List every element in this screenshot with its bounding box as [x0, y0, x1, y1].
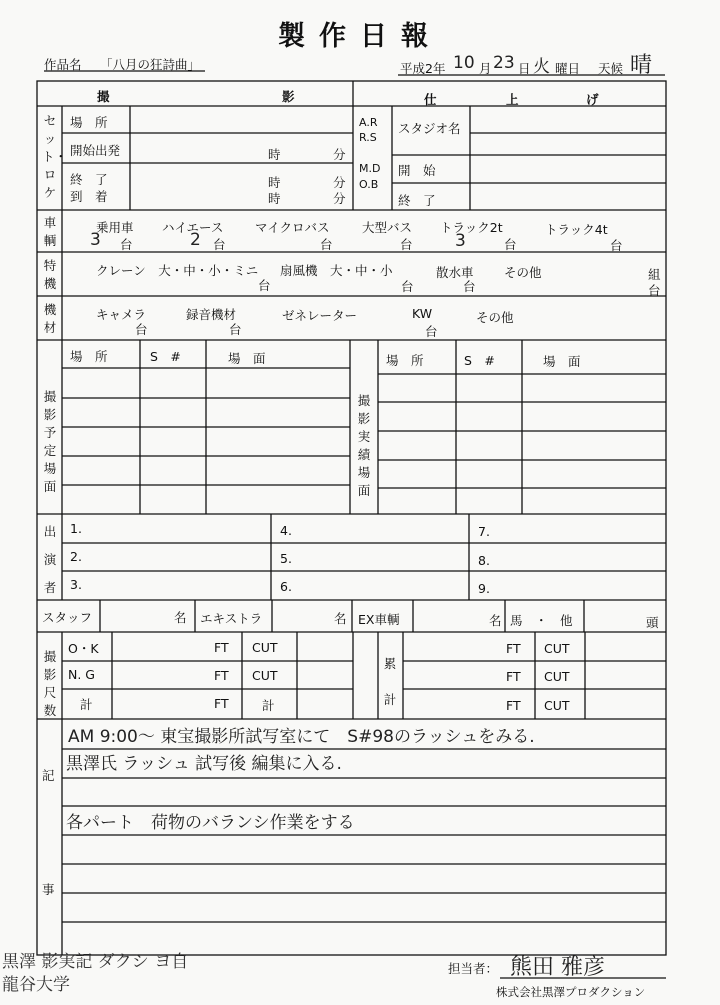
extra-label: エキストラ: [200, 611, 263, 626]
cumulative-label: 累計: [383, 656, 397, 707]
extra-unit: 名: [334, 611, 347, 626]
notes-line-1: AM 9:00～ 東宝撮影所試写室にて S#98のラッシュをみる.: [68, 727, 535, 747]
page-title: 製作日報: [278, 21, 442, 52]
horse-label: 馬 ・ 他: [510, 613, 573, 628]
cum-ng-ft: FT: [506, 669, 521, 684]
work-name-label: 作品名: [44, 57, 82, 72]
actual-place-header: 場 所: [386, 353, 424, 368]
day-value: 23: [493, 53, 515, 73]
film-ng-cut: CUT: [252, 668, 278, 683]
person-label: 担当者：: [448, 961, 499, 976]
month-value: 10: [453, 53, 475, 73]
camera-label: キャメラ: [96, 307, 147, 322]
equipment-label: 機材: [43, 302, 57, 335]
staff-label: スタッフ: [42, 610, 93, 625]
cast-num-5: 5.: [280, 551, 292, 566]
cum-total-ft: FT: [506, 698, 521, 713]
vehicle-hiace-label: ハイエース: [162, 220, 224, 235]
horse-unit: 頭: [646, 615, 659, 630]
finishing-header-b: 上: [506, 92, 519, 107]
cast-num-1: 1.: [70, 521, 82, 536]
finish-end-label: 終 了: [398, 193, 436, 208]
film-ok-ft: FT: [214, 640, 229, 655]
water-truck-label: 散水車: [436, 265, 474, 280]
archive-stamp: [2, 951, 188, 997]
era-label: 平成2年: [400, 61, 446, 76]
notes-line-2: 黒澤氏 ラッシュ 試写後 編集に入る.: [66, 754, 342, 774]
finish-start-label: 開 始: [398, 163, 436, 178]
fan-label: 扇風機 大・中・小: [280, 263, 393, 278]
archive-stamp-bottom: 龍谷大学: [2, 975, 70, 995]
set-loke-label: セット・ロケ: [42, 113, 68, 200]
camera-unit: 台: [135, 322, 148, 337]
planned-scene-header: 場 面: [228, 351, 266, 366]
cast-num-4: 4.: [280, 523, 292, 538]
ob-label: O.B: [359, 178, 379, 191]
film-total-total: 計: [262, 698, 275, 713]
set-unit: 組: [648, 267, 661, 282]
special-label: 特機: [43, 258, 57, 291]
notes-line-3: 各パート 荷物のバランシ作業をする: [66, 813, 355, 833]
ex-car-label: EX車輌: [358, 612, 400, 627]
ar-label: A.R: [359, 116, 378, 129]
arrive-label: 到 着: [70, 189, 108, 204]
vehicle-hiace-count: 2: [190, 230, 201, 250]
start-minute-label: 分: [333, 147, 346, 162]
ex-car-unit: 名: [489, 613, 502, 628]
kw-label: KW: [412, 306, 433, 321]
work-name-value: 「八月の狂詩曲」: [100, 57, 201, 72]
shooting-header-b: 影: [282, 89, 295, 104]
md-label: M.D: [359, 162, 381, 175]
cum-ok-cut: CUT: [544, 641, 570, 656]
film-ok-label: O・K: [68, 641, 99, 656]
actual-scene-header: 場 面: [543, 354, 581, 369]
planned-s-header: S #: [150, 349, 181, 364]
weather-label: 天候: [598, 61, 624, 76]
finishing-header-c: げ: [586, 92, 599, 107]
vehicle-truck2-count: 3: [455, 231, 466, 251]
cast-num-3: 3.: [70, 577, 82, 592]
rs-label: R.S: [359, 131, 377, 144]
finishing-header-a: 仕: [424, 92, 437, 107]
end-minute-label: 分: [333, 175, 346, 190]
arrive-minute-label: 分: [333, 191, 346, 206]
actual-scenes-label: 撮影実績場面: [357, 393, 371, 498]
end-label: 終 了: [70, 172, 108, 187]
vehicle-unit-6: 台: [610, 238, 623, 253]
vehicle-unit-3: 台: [320, 237, 333, 252]
day-label: 日: [518, 61, 531, 76]
film-ng-ft: FT: [214, 668, 229, 683]
weekday-label: 曜日: [555, 61, 581, 76]
film-ok-cut: CUT: [252, 640, 278, 655]
cast-num-9: 9.: [478, 581, 490, 596]
weather-value: 晴: [630, 53, 653, 78]
shooting-header-a: 撮: [97, 89, 110, 104]
end-hour-label: 時: [268, 175, 281, 190]
cum-ok-ft: FT: [506, 641, 521, 656]
crane-label: クレーン 大・中・小・ミニ: [96, 263, 259, 278]
arrive-hour-label: 時: [268, 191, 281, 206]
film-total-label: 計: [80, 697, 93, 712]
vehicle-truck2-label: トラック2t: [440, 220, 503, 235]
staff-unit: 名: [174, 610, 187, 625]
special-other-label: その他: [504, 265, 542, 280]
vehicle-car-label: 乗用車: [96, 220, 134, 235]
audio-label: 録音機材: [186, 307, 237, 322]
studio-label: スタジオ名: [398, 121, 461, 136]
start-depart-label: 開始出発: [70, 143, 121, 158]
archive-stamp-top: 黒澤 影実記 ダクシ ヨ自: [2, 952, 189, 972]
vehicle-unit-5: 台: [504, 237, 517, 252]
place-label: 場 所: [70, 115, 108, 130]
generator-label: ゼネレーター: [282, 308, 358, 323]
film-label: 撮影尺数: [43, 649, 57, 718]
weekday-value: 火: [533, 57, 550, 77]
fan-unit: 台: [401, 279, 414, 294]
cum-total-cut: CUT: [544, 698, 570, 713]
cast-num-6: 6.: [280, 579, 292, 594]
special-unit: 台: [648, 283, 661, 298]
notes-label-b: 事: [42, 882, 55, 897]
cum-ng-cut: CUT: [544, 669, 570, 684]
vehicle-car-count: 3: [90, 230, 101, 250]
cast-num-8: 8.: [478, 553, 490, 568]
kw-unit: 台: [425, 324, 438, 339]
actual-s-header: S #: [464, 353, 495, 368]
planned-scenes-label: 撮影予定場面: [43, 389, 57, 494]
vehicle-truck4-label: トラック4t: [545, 222, 608, 237]
vehicle-unit-2: 台: [213, 237, 226, 252]
audio-unit: 台: [229, 322, 242, 337]
vehicle-microbus-label: マイクロバス: [255, 220, 330, 235]
cast-label: 出演者: [43, 524, 57, 595]
film-ng-label: N. G: [68, 667, 95, 682]
company-name: 株式会社黒澤プロダクション: [496, 985, 646, 999]
water-unit: 台: [463, 279, 476, 294]
cast-num-7: 7.: [478, 524, 490, 539]
equipment-other-label: その他: [476, 310, 514, 325]
film-total-ft: FT: [214, 696, 229, 711]
crane-unit: 台: [258, 278, 271, 293]
cast-num-2: 2.: [70, 549, 82, 564]
month-label: 月: [479, 61, 492, 76]
vehicle-unit-4: 台: [400, 237, 413, 252]
start-hour-label: 時: [268, 147, 281, 162]
person-name: 熊田 雅彦: [510, 955, 605, 980]
notes-label-a: 記: [42, 768, 55, 783]
vehicles-label: 車輌: [43, 215, 57, 248]
vehicle-bus-label: 大型バス: [362, 220, 413, 235]
planned-place-header: 場 所: [70, 349, 108, 364]
vehicle-unit-1: 台: [120, 237, 133, 252]
